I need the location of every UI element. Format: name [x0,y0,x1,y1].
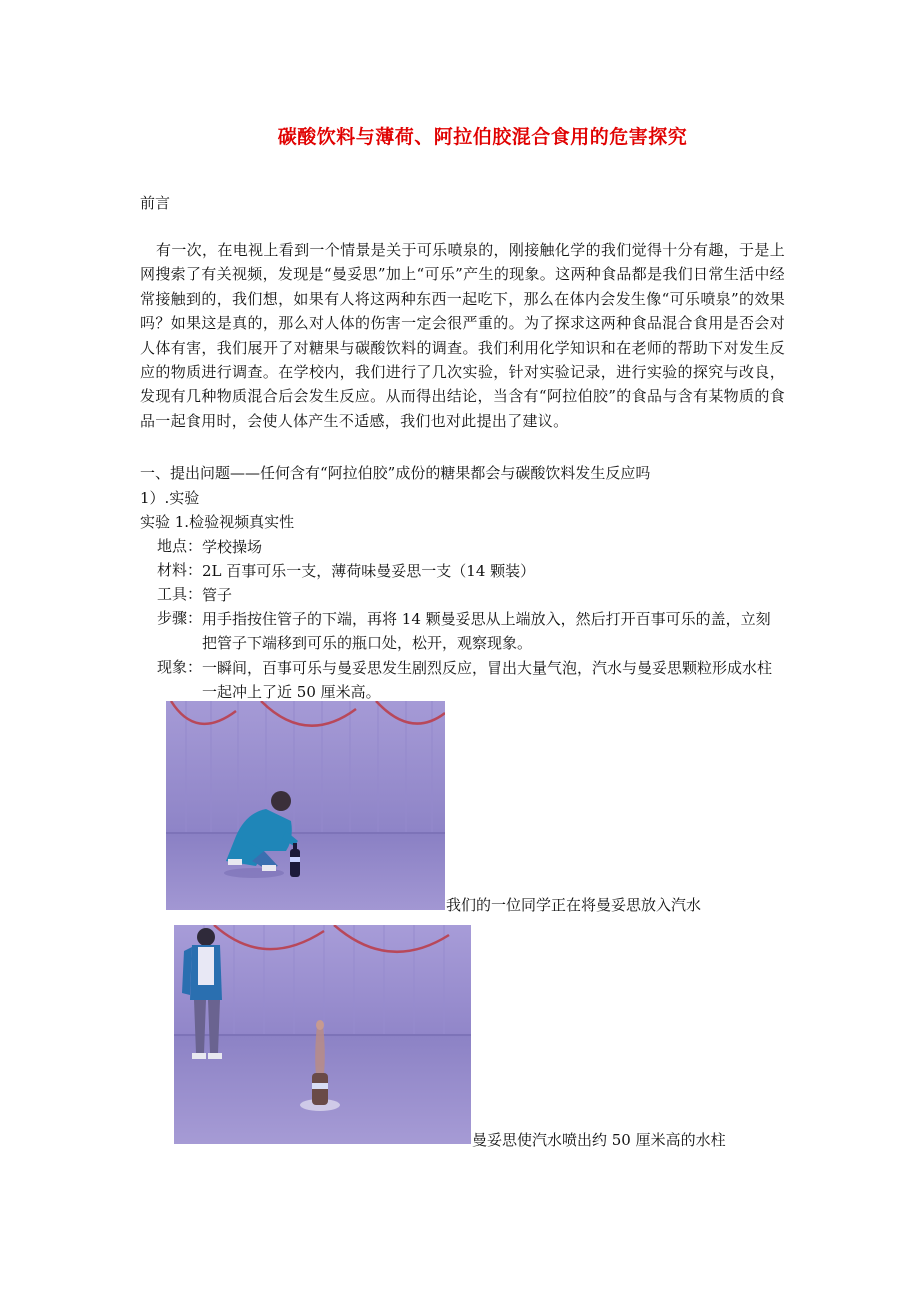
section-heading: 一、提出问题——任何含有“阿拉伯胶”成份的糖果都会与碳酸饮料发生反应吗 [140,464,651,482]
field-label: 步骤： [157,609,203,627]
field-phenomenon [157,656,782,705]
field-value: 用手指按住管子的下端，再将 14 颗曼妥思从上端放入，然后打开百事可乐的盖，立刻把管子下端移到可乐的瓶口处，松开，观察现象。 [202,610,771,653]
field-value: 2L 百事可乐一支，薄荷味曼妥思一支（14 颗装） [202,562,536,580]
field-value: 管子 [202,586,233,604]
field-label: 现象： [157,658,203,676]
field-location [157,535,782,559]
field-tools [157,583,782,607]
intro-paragraph: 有一次，在电视上看到一个情景是关于可乐喷泉的，刚接触化学的我们觉得十分有趣，于是上网搜索了有关视频，发现是“曼妥思”加上“可乐”产生的现象。这两种食品都是我们日常生活中经常接触到的，我们想，如果有人将这两种东西一起吃下，那么在体内会发生像“可乐喷泉”的效果吗？如果这是真的，那么对人体的伤害一定会很严重的。为了探求这两种食品混合食用是否会对人体有害，我们展开了对糖果与碳酸饮料的调查。我们利用化学知识和在老师的帮助下对发生反应的物质进行调查。在学校内，我们进行了几次实验，针对实验记录，进行实验的探究与改良，发现有几种物质混合后会发生反应。从而得出结论，当含有“阿拉伯胶”的食品与含有某物质的食品一起食用时，会使人体产生不适感，我们也对此提出了建议。 [140,241,785,430]
document-title: 碳酸饮料与薄荷、阿拉伯胶混合食用的危害探究 [277,126,688,148]
field-label: 材料： [157,561,203,579]
experiment-title: 实验 1.检验视频真实性 [140,513,295,531]
field-value: 一瞬间，百事可乐与曼妥思发生剧烈反应，冒出大量气泡，汽水与曼妥思颗粒形成水柱一起冲上了近 50 厘米高。 [202,659,773,702]
photo-mentos-geyser [174,925,471,1144]
field-steps [157,607,782,656]
photo-illustration [166,701,445,910]
photo1-caption: 我们的一位同学正在将曼妥思放入汽水 [446,896,702,914]
subsection-heading: 1）.实验 [140,489,200,507]
photo2-caption: 曼妥思使汽水喷出约 50 厘米高的水柱 [472,1131,726,1149]
field-label: 地点： [157,537,203,555]
photo-student-adding-mentos [166,701,445,910]
field-value: 学校操场 [202,538,263,556]
field-materials [157,559,782,583]
photo-illustration [174,925,471,1144]
field-label: 工具： [157,585,203,603]
preface-heading: 前言 [140,194,171,212]
